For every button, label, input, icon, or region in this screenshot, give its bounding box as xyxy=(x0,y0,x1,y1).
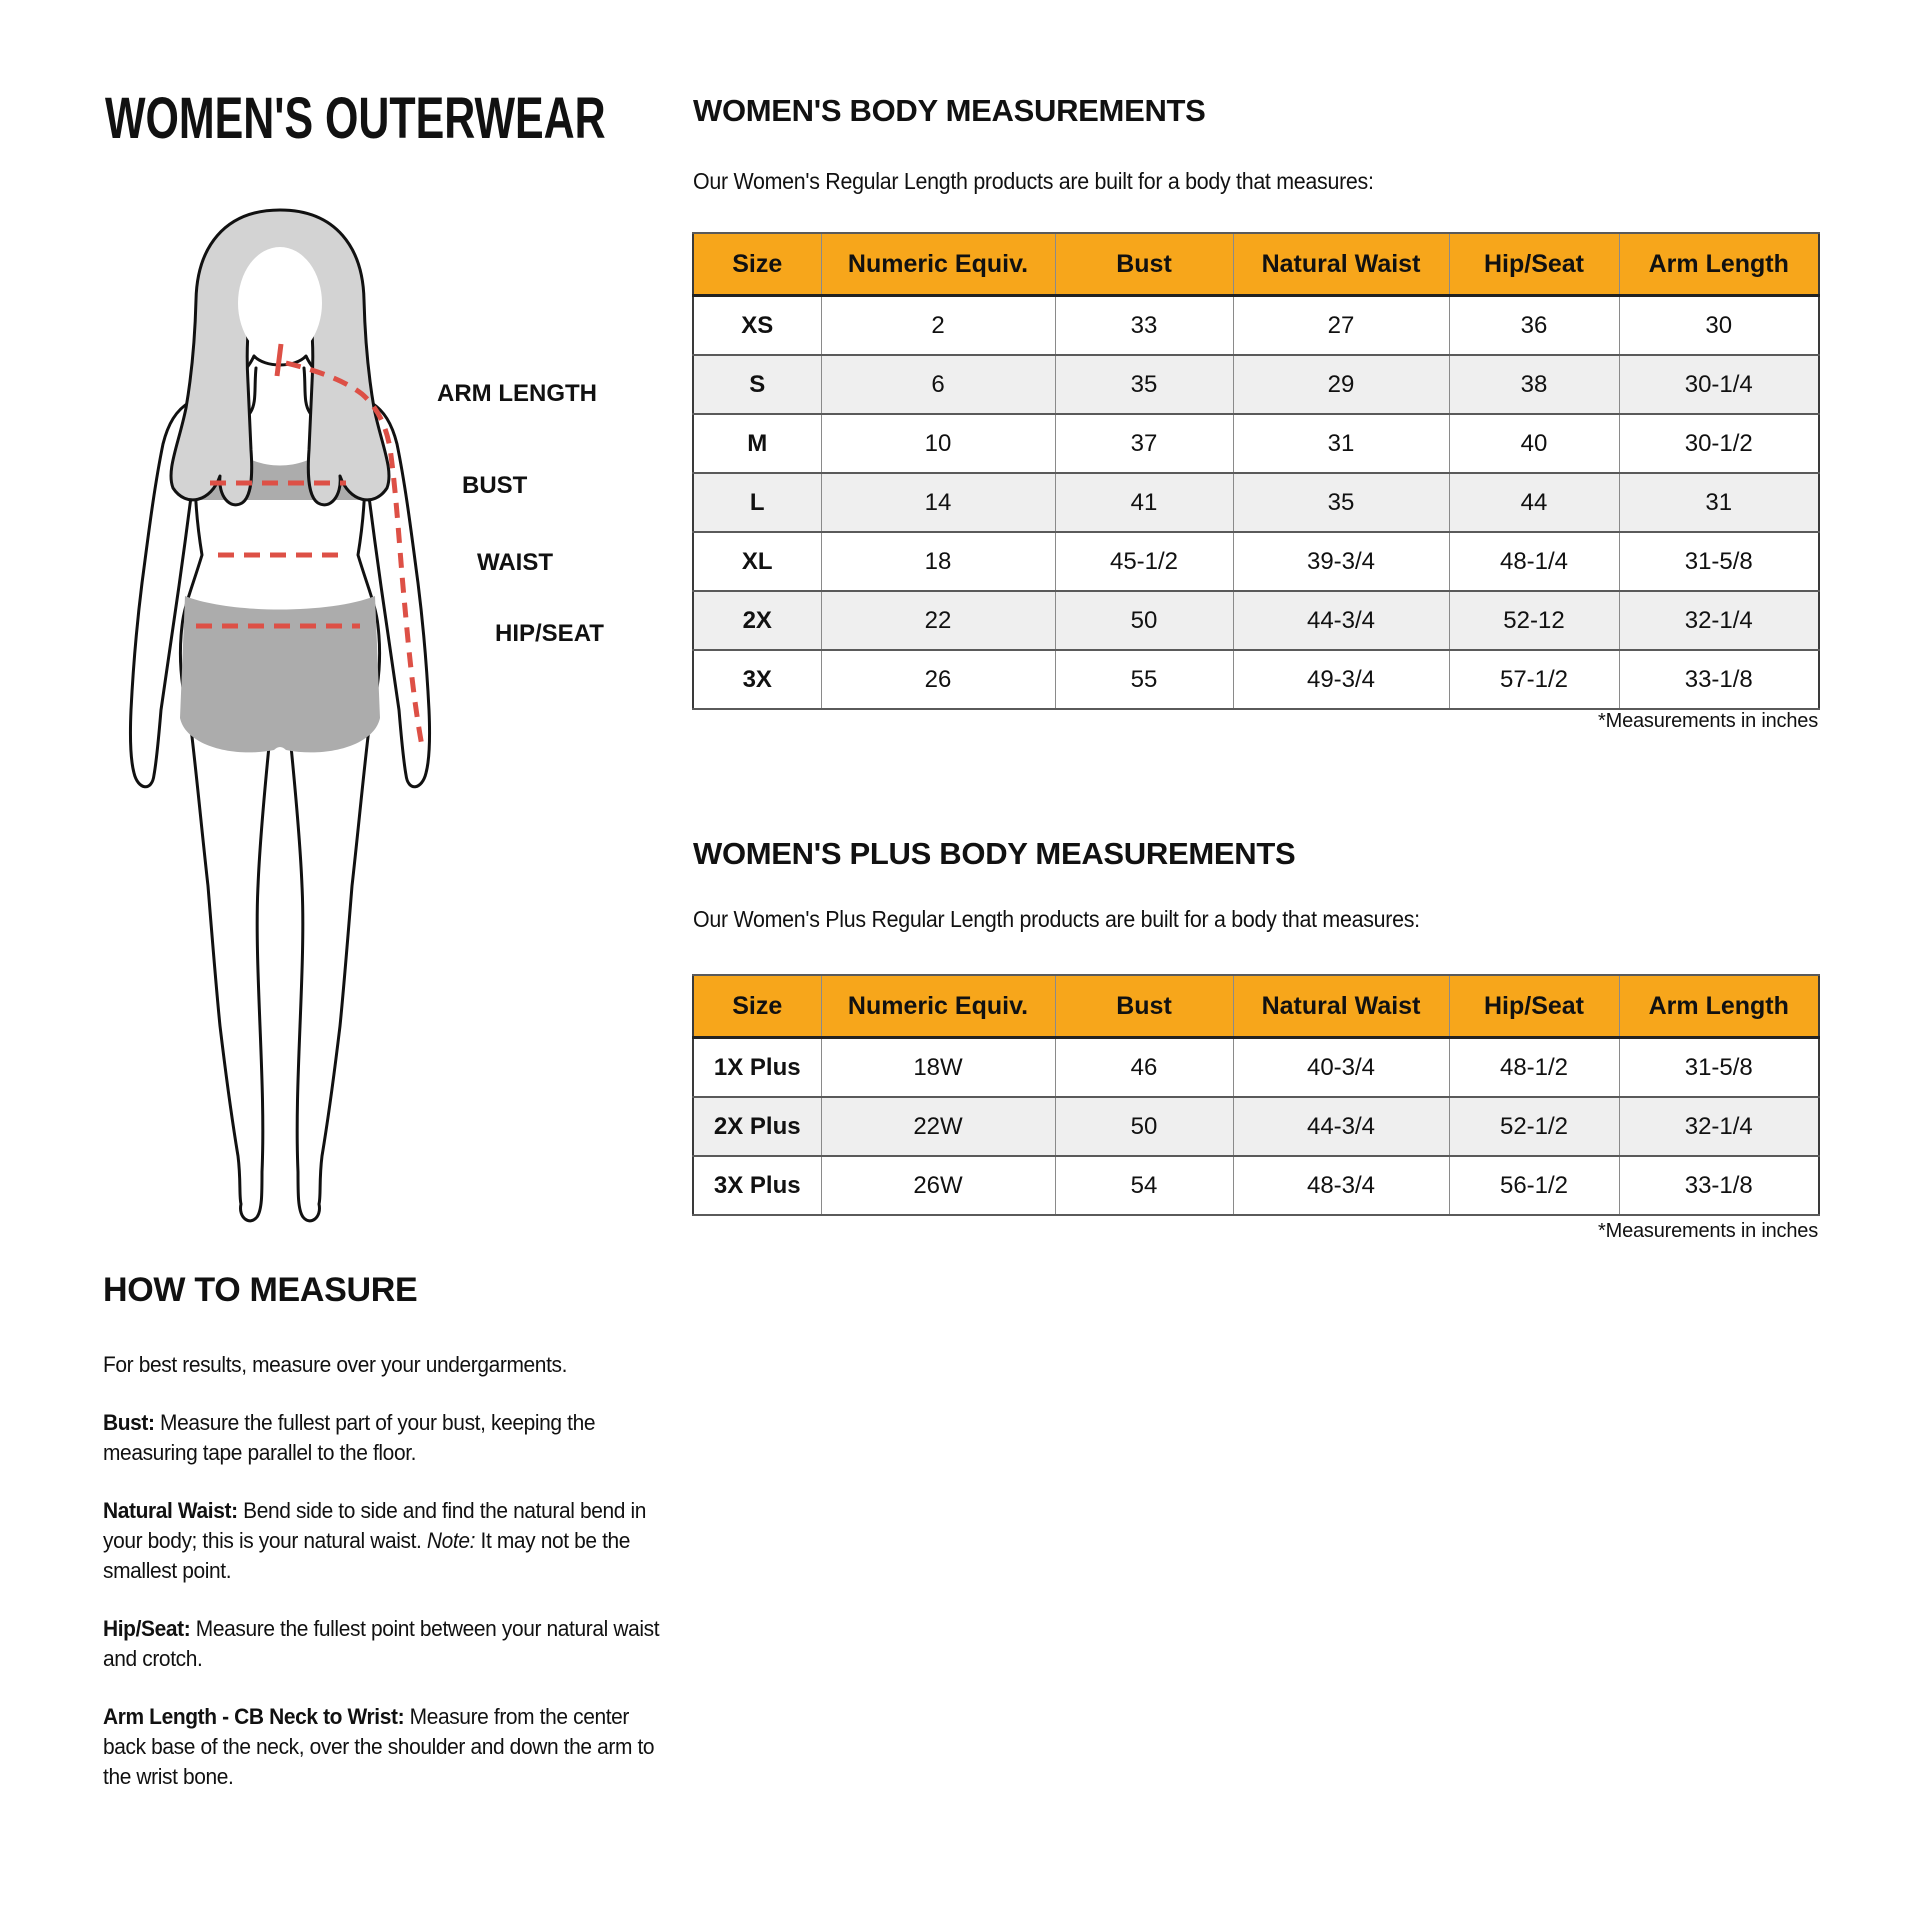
table-header-row xyxy=(693,975,1819,1038)
column-header-cell: Natural Waist xyxy=(1233,233,1449,296)
measurement-cell: 52-12 xyxy=(1449,591,1619,650)
how-to-item-label: Bust: xyxy=(103,1410,155,1435)
table-row xyxy=(693,1097,1819,1156)
size-cell: 2X xyxy=(693,591,821,650)
measurement-cell: 33 xyxy=(1055,296,1233,356)
regular-table-footnote: *Measurements in inches xyxy=(1598,710,1818,732)
how-to-item xyxy=(103,1408,661,1468)
how-to-item-text: Measure the fullest part of your bust, keeping the measuring tape parallel to the floor. xyxy=(103,1410,596,1465)
column-header-cell: Natural Waist xyxy=(1233,975,1449,1038)
plus-table-header xyxy=(693,975,1819,1038)
regular-section-heading: WOMEN'S BODY MEASUREMENTS xyxy=(693,93,1206,128)
plus-section-subtitle: Our Women's Plus Regular Length products are built for a body that measures: xyxy=(693,906,1420,932)
measurement-cell: 32-1/4 xyxy=(1619,1097,1819,1156)
column-header-cell: Arm Length xyxy=(1619,233,1819,296)
regular-table-body xyxy=(693,296,1819,710)
column-header-cell: Hip/Seat xyxy=(1449,233,1619,296)
how-to-items xyxy=(103,1408,661,1792)
measurement-cell: 55 xyxy=(1055,650,1233,709)
measurement-cell: 30 xyxy=(1619,296,1819,356)
measurement-cell: 29 xyxy=(1233,355,1449,414)
table-row xyxy=(693,591,1819,650)
measurement-cell: 48-1/2 xyxy=(1449,1038,1619,1098)
measurement-cell: 30-1/2 xyxy=(1619,414,1819,473)
regular-table-header xyxy=(693,233,1819,296)
measurement-cell: 22 xyxy=(821,591,1055,650)
measurement-cell: 14 xyxy=(821,473,1055,532)
measurement-cell: 45-1/2 xyxy=(1055,532,1233,591)
measurement-cell: 33-1/8 xyxy=(1619,1156,1819,1215)
how-to-item-text: Measure from the center back base of the neck, over the shoulder and down the arm to the wrist bone. xyxy=(103,1704,655,1789)
how-to-item xyxy=(103,1496,661,1586)
measurement-cell: 31-5/8 xyxy=(1619,1038,1819,1098)
size-cell: 3X Plus xyxy=(693,1156,821,1215)
measurement-cell: 26W xyxy=(821,1156,1055,1215)
measurement-cell: 31 xyxy=(1619,473,1819,532)
measurement-cell: 39-3/4 xyxy=(1233,532,1449,591)
how-to-item-text: Bend side to side and find the natural bend in your body; this is your natural waist. xyxy=(103,1498,647,1553)
body-measurement-figure xyxy=(90,198,470,1238)
measurement-cell: 48-3/4 xyxy=(1233,1156,1449,1215)
measurement-cell: 30-1/4 xyxy=(1619,355,1819,414)
column-header-cell: Size xyxy=(693,233,821,296)
measurement-cell: 33-1/8 xyxy=(1619,650,1819,709)
figure-label-waist: WAIST xyxy=(477,549,553,576)
measurement-cell: 54 xyxy=(1055,1156,1233,1215)
measurement-cell: 44-3/4 xyxy=(1233,591,1449,650)
how-to-item xyxy=(103,1702,661,1792)
shorts-shape xyxy=(180,596,380,752)
column-header-cell: Numeric Equiv. xyxy=(821,975,1055,1038)
table-header-row xyxy=(693,233,1819,296)
measurement-cell: 40-3/4 xyxy=(1233,1038,1449,1098)
measurement-cell: 46 xyxy=(1055,1038,1233,1098)
size-cell: L xyxy=(693,473,821,532)
table-row xyxy=(693,1156,1819,1215)
table-row xyxy=(693,532,1819,591)
plus-table-body xyxy=(693,1038,1819,1216)
measurement-cell: 44 xyxy=(1449,473,1619,532)
measurement-cell: 56-1/2 xyxy=(1449,1156,1619,1215)
table-row xyxy=(693,355,1819,414)
how-to-item-note-text: It may not be the smallest point. xyxy=(103,1528,631,1583)
measurement-cell: 18 xyxy=(821,532,1055,591)
figure-label-bust: BUST xyxy=(462,472,528,499)
plus-measurements-table xyxy=(692,974,1820,1216)
measurement-cell: 57-1/2 xyxy=(1449,650,1619,709)
size-cell: 1X Plus xyxy=(693,1038,821,1098)
regular-section-subtitle: Our Women's Regular Length products are built for a body that measures: xyxy=(693,168,1374,194)
how-to-item-text: Measure the fullest point between your natural waist and crotch. xyxy=(103,1616,660,1671)
table-row xyxy=(693,473,1819,532)
column-header-cell: Bust xyxy=(1055,975,1233,1038)
how-to-item-label: Arm Length - CB Neck to Wrist: xyxy=(103,1704,405,1729)
size-cell: S xyxy=(693,355,821,414)
measurement-cell: 18W xyxy=(821,1038,1055,1098)
column-header-cell: Arm Length xyxy=(1619,975,1819,1038)
column-header-cell: Size xyxy=(693,975,821,1038)
measurement-cell: 49-3/4 xyxy=(1233,650,1449,709)
how-to-item-label: Natural Waist: xyxy=(103,1498,238,1523)
measurement-cell: 37 xyxy=(1055,414,1233,473)
measurement-cell: 31 xyxy=(1233,414,1449,473)
measurement-cell: 6 xyxy=(821,355,1055,414)
plus-section-heading: WOMEN'S PLUS BODY MEASUREMENTS xyxy=(693,836,1296,871)
face-shape xyxy=(238,247,322,359)
column-header-cell: Hip/Seat xyxy=(1449,975,1619,1038)
column-header-cell: Bust xyxy=(1055,233,1233,296)
how-to-measure-heading: HOW TO MEASURE xyxy=(103,1271,418,1309)
measurement-cell: 22W xyxy=(821,1097,1055,1156)
measurement-cell: 10 xyxy=(821,414,1055,473)
measurement-cell: 50 xyxy=(1055,591,1233,650)
measurement-cell: 32-1/4 xyxy=(1619,591,1819,650)
measurement-cell: 35 xyxy=(1055,355,1233,414)
measurement-cell: 38 xyxy=(1449,355,1619,414)
size-cell: 2X Plus xyxy=(693,1097,821,1156)
plus-table-footnote: *Measurements in inches xyxy=(1598,1220,1818,1242)
column-header-cell: Numeric Equiv. xyxy=(821,233,1055,296)
measurement-cell: 50 xyxy=(1055,1097,1233,1156)
woman-silhouette-illustration xyxy=(90,198,470,1238)
measurement-cell: 26 xyxy=(821,650,1055,709)
figure-label-hip-seat: HIP/SEAT xyxy=(495,620,604,647)
measurement-cell: 31-5/8 xyxy=(1619,532,1819,591)
size-cell: 3X xyxy=(693,650,821,709)
measurement-cell: 40 xyxy=(1449,414,1619,473)
size-cell: XL xyxy=(693,532,821,591)
size-cell: XS xyxy=(693,296,821,356)
table-row xyxy=(693,650,1819,709)
table-row xyxy=(693,296,1819,356)
how-to-item-label: Hip/Seat: xyxy=(103,1616,191,1641)
measurement-cell: 27 xyxy=(1233,296,1449,356)
table-row xyxy=(693,414,1819,473)
measurement-cell: 41 xyxy=(1055,473,1233,532)
measurement-cell: 35 xyxy=(1233,473,1449,532)
measurement-cell: 2 xyxy=(821,296,1055,356)
measurement-cell: 48-1/4 xyxy=(1449,532,1619,591)
figure-label-arm-length: ARM LENGTH xyxy=(437,380,597,407)
regular-measurements-table xyxy=(692,232,1820,710)
page-title: WOMEN'S OUTERWEAR xyxy=(105,86,606,151)
size-cell: M xyxy=(693,414,821,473)
measurement-cell: 36 xyxy=(1449,296,1619,356)
measurement-cell: 44-3/4 xyxy=(1233,1097,1449,1156)
how-to-measure-body xyxy=(103,1350,661,1820)
how-to-item xyxy=(103,1614,661,1674)
measurement-cell: 52-1/2 xyxy=(1449,1097,1619,1156)
how-to-intro: For best results, measure over your undergarments. xyxy=(103,1352,568,1377)
table-row xyxy=(693,1038,1819,1098)
how-to-item-note-label: Note: xyxy=(426,1528,476,1553)
